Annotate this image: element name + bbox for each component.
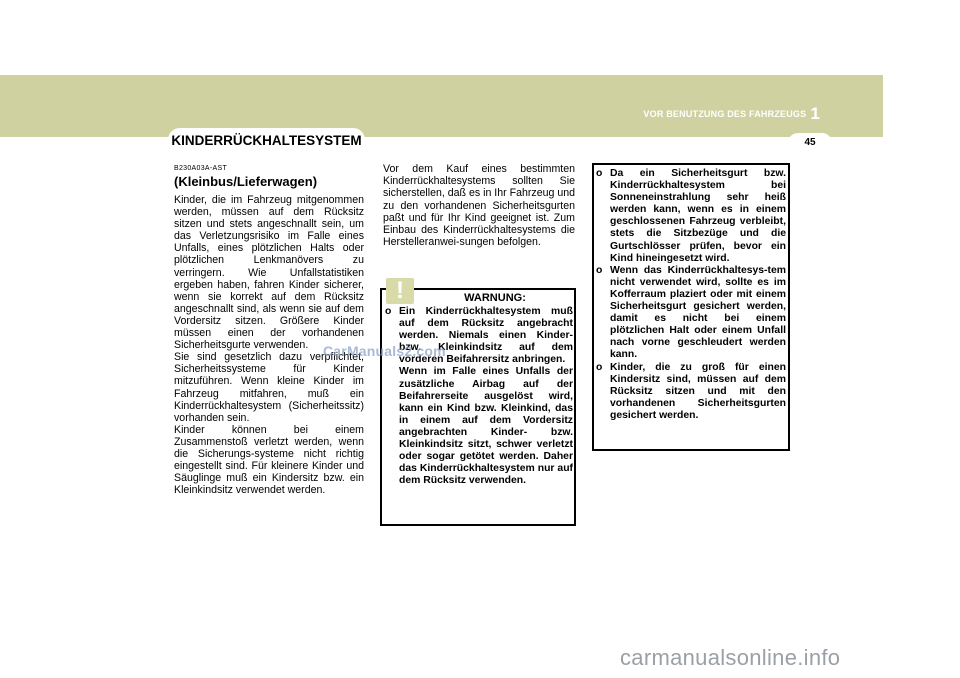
page-number: 45 [788, 133, 832, 151]
warning-bullet-text: Ein Kinderrückhaltesystem muß auf dem Rücksitz angebracht werden. Niemals einen Kinder- bzw. Kleinkindsitz auf dem vorderen Beifahrersitz anbringen. Wenn im Falle eines Unfalls der zusätzliche Airbag auf der Beifahrerseite ausgelöst wird, kann ein Kind bzw. Kleinkind, das in einem auf dem Vordersitz angebrachten Kinder- bzw. Kleinkindsitz sitzt, schwer verletzt oder sogar getötet werden. Daher das Kinderrückhaltesystem nur auf dem Rücksitz verwenden. [399, 306, 573, 487]
section-title: KINDERRÜCKHALTESYSTEM [168, 128, 365, 152]
caution-list [596, 168, 786, 422]
warning-icon: ! [386, 278, 414, 304]
bullet-mark: o [596, 361, 603, 373]
body-paragraph-2: Vor dem Kauf eines bestimmten Kinderrückhaltesystems sollten Sie sicherstellen, daß es in Ihr Fahrzeug und zu den vorhandenen Sicherheitsgurten paßt und für Ihr Kind geeignet ist. Zum Einbau des Kinderrückhaltesystems die Herstelleranwei-sungen befolgen. [383, 163, 575, 249]
section-code: B230A03A-AST [174, 165, 228, 172]
list-item-text: Kinder, die zu groß für einen Kindersitz sind, müssen auf dem Rücksitz sitzen und mit den vorhandenen Sicherheitsgurten gesichert werden. [610, 361, 786, 421]
column-1 [174, 165, 364, 496]
list-item [596, 362, 786, 422]
list-item-text: Wenn das Kinderrückhaltesys-tem nicht verwendet wird, sollte es im Kofferraum plaziert oder mit einem Sicherheitsgurt gesichert werden, damit es nicht bei einem plötzlichen Halt oder einem Unfall nach vorne geschleudert werden kann. [610, 264, 786, 361]
column-2 [383, 163, 575, 248]
chapter-header [600, 104, 820, 124]
list-item [596, 168, 786, 265]
list-item [596, 265, 786, 362]
footer-watermark: carmanualsonline.info [620, 645, 841, 670]
body-paragraph: Kinder, die im Fahrzeug mitgenommen werden, müssen auf dem Rücksitz sitzen und stets angeschnallt sein, um das Verletzungsrisiko im Falle eines Unfalls, eines plötzlichen Halts oder plötzlichen Lenkmanövers zu verringern. Wie Unfallstatistiken ergeben haben, fahren Kinder sicherer, wenn sie korrekt auf dem Rücksitz angeschnallt sind, als wenn sie auf dem Vordersitz sitzen. Größere Kinder müssen einen der vorhandenen Sicherheitsgurte verwenden. Sie sind gesetzlich dazu verpflichtet, Sicherheitssysteme für Kinder mitzuführen. Wenn kleine Kinder im Fahrzeug mitfahren, muß ein Kinderrückhaltesystem (Sicherheitssitz) vorhanden sein. Kinder können bei einem Zusammenstoß verletzt werden, wenn die Sicherungs-systeme nicht richtig eingestellt sind. Für kleinere Kinder und Säuglinge muß ein Kindersitz bzw. ein Kleinkindsitz verwendet werden. [174, 194, 364, 497]
warning-bullet [385, 306, 573, 487]
overlay-watermark: CarManuals2.com [323, 343, 446, 359]
list-item-text: Da ein Sicherheitsgurt bzw. Kinderrückhaltesystem bei Sonneneinstrahlung sehr heiß werden kann, wenn es in einem geschlossenen Fahrzeug verbleibt, stets die Sitzbezüge und die Gurtschlösser prüfen, bevor ein Kind hineingesetzt wird. [610, 168, 786, 264]
bullet-mark: o [596, 168, 603, 179]
subheading: (Kleinbus/Lieferwagen) [174, 174, 318, 189]
warning-text [385, 306, 573, 487]
bullet-mark: o [385, 306, 392, 317]
chapter-number: 1 [810, 104, 820, 123]
bullet-mark: o [596, 264, 603, 276]
warning-title: WARNUNG: [464, 292, 526, 304]
chapter-label: VOR BENUTZUNG DES FAHRZEUGS [643, 109, 807, 119]
